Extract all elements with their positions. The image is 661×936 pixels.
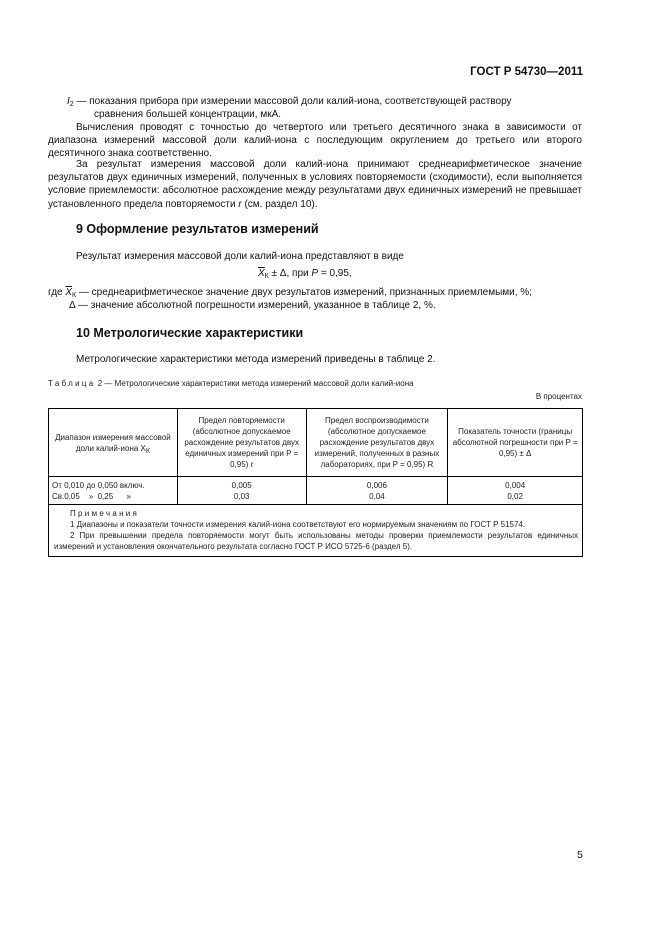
section-9-paragraph: Результат измерения массовой доли калий-иона представляют в виде [76, 251, 404, 262]
table-header-row [49, 409, 583, 477]
header-range-text: Диапазон измерения массовой доли калий-иона X [55, 432, 171, 453]
variable-subscript: 2 [69, 101, 74, 108]
variable-description-line2: сравнения большей концентрации, мкА. [94, 109, 282, 120]
paragraph-result-text: За результат измерения массовой доли калий-иона принимают среднеарифметическое значение результатов двух единичных измерений, полученных в условиях повторяемости (сходимости), если выполняется условие приемлемости: абсолютное расхождение между результатами двух единичных измерений не превышает установленного предела повторяемости [48, 159, 582, 210]
section-9-title: 9 Оформление результатов измерений [76, 222, 319, 236]
note-1: 1 Диапазоны и показатели точности измерения калий-иона соответствуют его нормируемым значениям по ГОСТ Р 51574. [70, 520, 526, 529]
cell-r: 0,005 [177, 477, 306, 492]
where-x-description: — среднеарифметическое значение двух результатов измерений, признанных приемлемыми, %; [76, 287, 532, 298]
header-reproducibility: Предел воспроизводимости (абсолютное допускаемое расхождение результатов двух измерений, полученных в разных лабораториях, при P = 0,95) R [306, 409, 448, 477]
note-2: 2 При превышении предела повторяемости могут быть использованы методы проверки приемлемости результатов единичных измерений и установления окончательного результата согласно ГОСТ Р ИСО 5725-6 (раздел 5). [54, 531, 578, 551]
section-10-title: 10 Метрологические характеристики [76, 326, 304, 340]
result-formula [258, 267, 352, 280]
formula-end: = 0,95, [318, 268, 352, 279]
metrology-table-wrapper [48, 408, 583, 557]
variable-symbol: I [67, 96, 70, 107]
cell-r: 0,03 [177, 491, 306, 505]
where-x-subscript: К [72, 292, 77, 299]
table-row [49, 477, 583, 492]
cell-R: 0,006 [306, 477, 448, 492]
cell-range: От 0,010 до 0,050 включ. [49, 477, 178, 492]
header-range [49, 409, 178, 477]
table-caption-label: Таблица [48, 379, 96, 388]
where-x-definition [48, 286, 588, 299]
table-notes-row [49, 505, 583, 557]
table-unit-note: В процентах [535, 392, 582, 401]
table-caption [48, 379, 414, 388]
cell-R: 0,04 [306, 491, 448, 505]
header-accuracy: Показатель точности (границы абсолютной погрешности при P = 0,95) ± Δ [448, 409, 583, 477]
section-10-paragraph: Метрологические характеристики метода измерений приведены в таблице 2. [76, 354, 436, 365]
paragraph-result-r: r [238, 198, 242, 210]
where-delta-definition [69, 299, 436, 312]
page-number: 5 [577, 849, 583, 861]
cell-delta: 0,02 [448, 491, 583, 505]
notes-block [54, 508, 578, 552]
where-delta-symbol: Δ [69, 300, 76, 311]
paragraph-result [48, 158, 582, 211]
table-notes-cell [49, 505, 583, 557]
formula-p: P [311, 268, 319, 279]
document-code: ГОСТ Р 54730—2011 [470, 66, 583, 78]
header-range-subscript: К [145, 447, 150, 455]
where-x-symbol: $\overline{X}$ [65, 287, 73, 298]
variable-definition [67, 95, 582, 108]
paragraph-result-end: (см. раздел 10). [241, 198, 318, 210]
formula-subscript: К [264, 273, 269, 280]
cell-delta: 0,004 [448, 477, 583, 492]
where-prefix: где [48, 287, 66, 298]
notes-title: Примечания [70, 509, 140, 518]
header-repeatability: Предел повторяемости (абсолютное допускаемое расхождение результатов двух единичных измерений при P = 0,95) r [177, 409, 306, 477]
variable-description-line1: — показания прибора при измерении массовой доли калий-иона, соответствующей раствору [73, 96, 512, 107]
table-row [49, 491, 583, 505]
formula-x: $\overline{X}$ [258, 268, 265, 279]
paragraph-precision: Вычисления проводят с точностью до четвертого или третьего десятичного знака в зависимости от диапазона измерений массовой доли калий-иона с последующим округлением до третьего или второго десятичного знака соответственно. [48, 122, 582, 160]
cell-range: Св.0,05 » 0,25 » [49, 491, 178, 505]
formula-rest: ± Δ, при [268, 268, 312, 279]
where-delta-description: — значение абсолютной погрешности измерений, указанное в таблице 2, %. [75, 300, 436, 311]
metrology-table [48, 408, 583, 557]
table-caption-text: 2 — Метрологические характеристики метода измерений массовой доли калий-иона [95, 379, 414, 388]
